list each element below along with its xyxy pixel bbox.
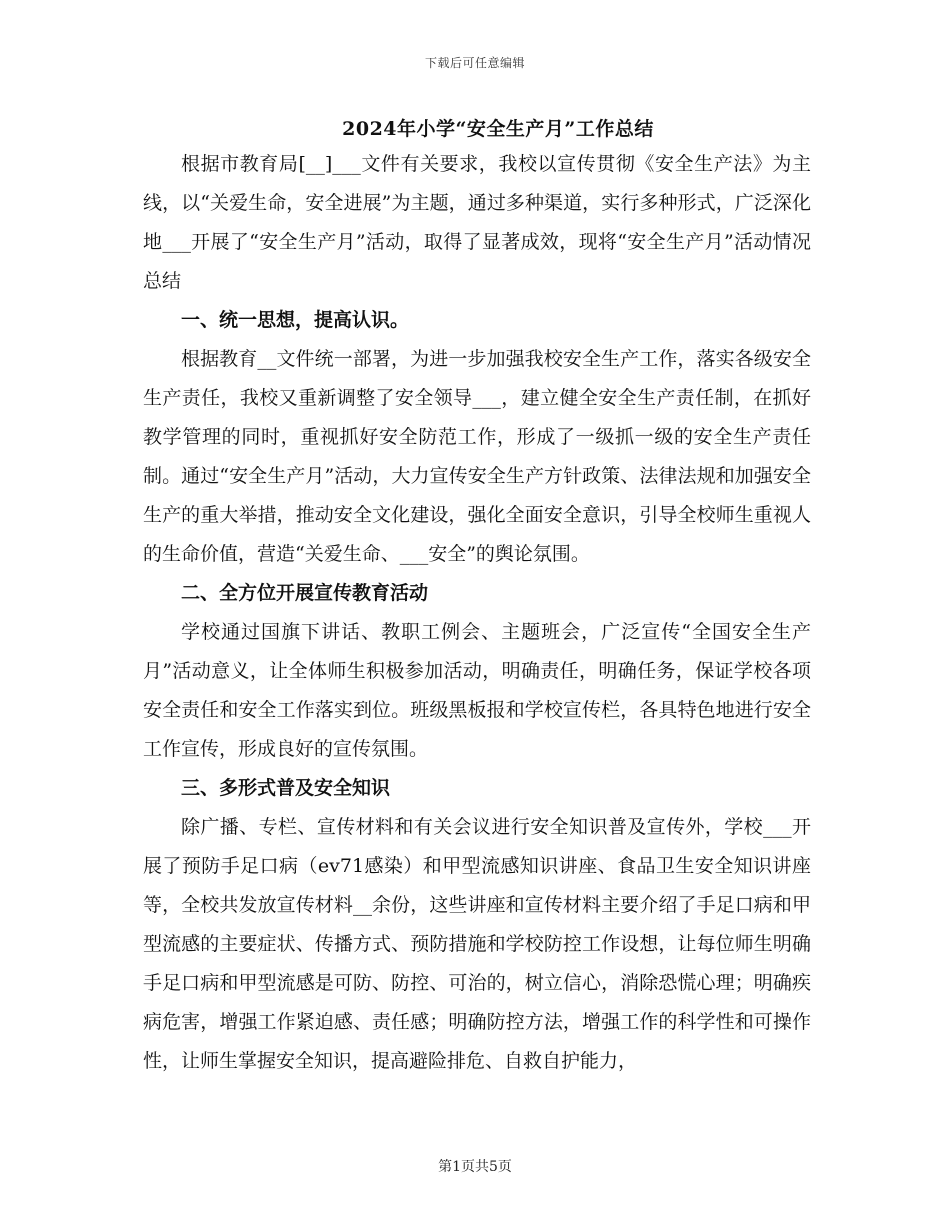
document-body [143,145,811,1081]
section-heading: 一、统一思想，提高认识。 [181,309,410,331]
header-note: 下载后可任意编辑 [424,56,525,70]
document-title: 2024年小学“安全生产月”工作总结 [342,118,654,140]
paragraph: 根据教育__文件统一部署，为进一步加强我校安全生产工作，落实各级安全生产责任，我校又重新调整了安全领导___，建立健全安全生产责任制，在抓好教学管理的同时，重视抓好安全防范工作，形成了一级抓一级的安全生产责任制。通过“安全生产月”活动，大力宣传安全生产方针政策、法律法规和加强安全生产的重大举措，推动安全文化建设，强化全面安全意识，引导全校师生重视人的生命价值，营造“关爱生命、___安全”的舆论氛围。 [143,348,811,565]
section-heading: 二、全方位开展宣传教育活动 [181,582,429,604]
paragraph: 学校通过国旗下讲话、教职工例会、主题班会，广泛宣传“全国安全生产月”活动意义，让全体师生积极参加活动，明确责任，明确任务，保证学校各项安全责任和安全工作落实到位。班级黑板报和学校宣传栏，各具特色地进行安全工作宣传，形成良好的宣传氛围。 [143,621,811,760]
paragraph: 根据市教育局[__]___文件有关要求，我校以宣传贯彻《安全生产法》为主线，以“关爱生命，安全进展”为主题，通过多种渠道，实行多种形式，广泛深化地___开展了“安全生产月”活动，取得了显著成效，现将“安全生产月”活动情况总结 [143,153,811,292]
page-number: 第1页共5页 [438,1159,512,1175]
section-heading: 三、多形式普及安全知识 [181,777,391,799]
paragraph: 除广播、专栏、宣传材料和有关会议进行安全知识普及宣传外，学校___开展了预防手足口病（ev71感染）和甲型流感知识讲座、食品卫生安全知识讲座等，全校共发放宣传材料__余份，这些讲座和宣传材料主要介绍了手足口病和甲型流感的主要症状、传播方式、预防措施和学校防控工作设想，让每位师生明确手足口病和甲型流感是可防、防控、可治的，树立信心，消除恐慌心理；明确疾病危害，增强工作紧迫感、责任感；明确防控方法，增强工作的科学性和可操作性，让师生掌握安全知识，提高避险排危、自救自护能力， [143,816,811,1072]
